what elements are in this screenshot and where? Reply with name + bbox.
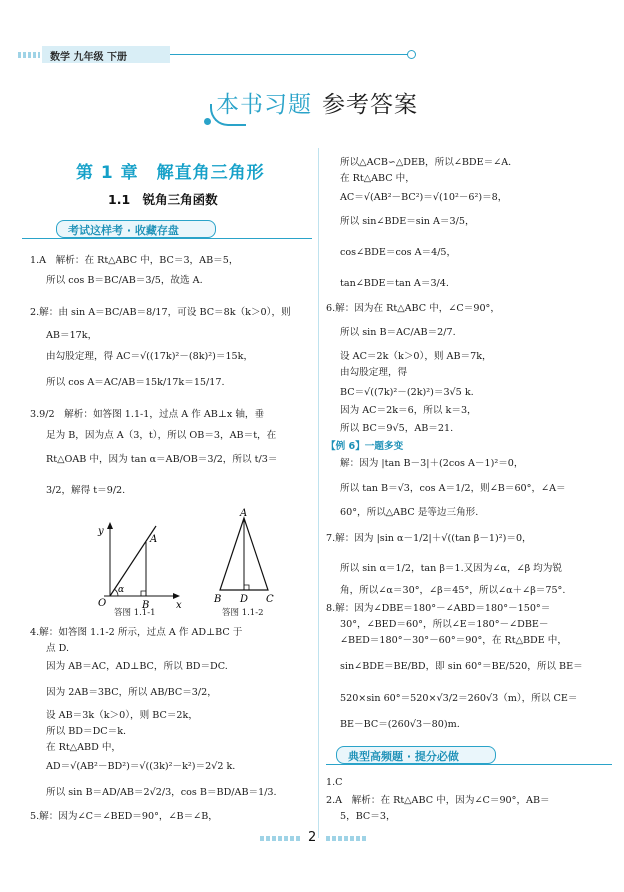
label-y: y (98, 526, 104, 537)
left-line: 所以 cos A＝AC/AB＝15k/17k＝15/17. (46, 377, 225, 388)
right-line: 6.解：因为在 Rt△ABC 中，∠C＝90°， (326, 303, 500, 314)
figure-1-1 (90, 516, 190, 618)
label-a: A (240, 508, 248, 519)
header-bar (0, 46, 624, 64)
x-axis-arrow-icon (173, 593, 180, 599)
left-line: 3/2，解得 t＝9/2. (46, 485, 126, 496)
right-line: 8.解：因为∠DBE＝180°－∠ABD＝180°－150°＝ (326, 603, 551, 614)
right-line: 所以 BC＝9√5，AB＝21. (340, 423, 454, 434)
title-main: 参考答案 (322, 92, 418, 118)
page-title (210, 84, 440, 124)
right-line: sin∠BDE＝BE/BD，即 sin 60°＝BE/520，所以 BE＝ (340, 661, 583, 672)
right-line: cos∠BDE＝cos A＝4/5， (340, 247, 457, 258)
label-o: O (98, 598, 107, 609)
label-d: D (240, 594, 249, 605)
footer-dots-right (326, 836, 366, 841)
right-line: BE－BC＝(260√3－80)m. (340, 719, 460, 730)
right-line: 1.C (326, 777, 343, 788)
figure-1-2-caption: 答图 1.1-2 (222, 608, 264, 618)
figure-1-1-caption: 答图 1.1-1 (114, 608, 156, 618)
right-line: 所以 sin B＝AC/AB＝2/7. (340, 327, 456, 338)
label-b: B (214, 594, 222, 605)
header-book-label: 数学 九年级 下册 (50, 52, 127, 63)
right-line: 解：因为 |tan B－3|＋(2cos A－1)²＝0， (340, 458, 524, 469)
banner-exam (22, 218, 312, 240)
header-dots (18, 52, 40, 58)
chapter-title: 第 1 章 解直角三角形 (76, 163, 265, 183)
label-x: x (176, 600, 182, 611)
right-line: tan∠BDE＝tan A＝3/4. (340, 278, 449, 289)
left-line: 3.9/2 解析：如答图 1.1-1，过点 A 作 AB⊥x 轴，垂 (30, 409, 265, 420)
left-line: 2.解：由 sin A＝BC/AB＝8/17，可设 BC＝8k（k＞0），则 (30, 307, 291, 318)
right-line: 520×sin 60°＝520×√3/2＝260√3（m），所以 CE＝ (340, 693, 578, 704)
left-line: 因为 2AB＝3BC，所以 AB/BC＝3/2， (46, 687, 217, 698)
right-line: 由勾股定理，得 (340, 367, 408, 378)
right-line: 所以 sin α＝1/2，tan β＝1.又因为∠α，∠β 均为锐 (340, 563, 562, 574)
right-angle-mark (141, 591, 146, 596)
right-line: 设 AC＝2k（k＞0），则 AB＝7k， (340, 351, 492, 362)
left-line: 在 Rt△ABD 中， (46, 742, 122, 753)
right-line: 所以△ACB∽△DEB，所以∠BDE＝∠A. (340, 157, 512, 168)
right-line: 所以 sin∠BDE＝sin A＝3/5， (340, 216, 475, 227)
left-line: 所以 BD＝DC＝k. (46, 726, 127, 737)
page-number: 2 (308, 830, 317, 845)
right-line: AC＝√(AB²－BC²)＝√(10²－6²)＝8， (340, 192, 508, 203)
footer-dots-left (260, 836, 300, 841)
right-line: ∠BED＝180°－30°－60°＝90°，在 Rt△BDE 中， (340, 635, 567, 646)
left-line: Rt△OAB 中，因为 tan α＝AB/OB＝3/2，所以 t/3＝ (46, 454, 278, 465)
banner-typical-label: 典型高频题 · 提分必做 (348, 750, 459, 763)
right-line: 因为 AC＝2k＝6，所以 k＝3， (340, 405, 477, 416)
y-axis-arrow-icon (107, 522, 113, 529)
left-line: 4.解：如答图 1.1-2 所示，过点 A 作 AD⊥BC 于 (30, 627, 243, 638)
banner-typical-rule (326, 764, 612, 765)
left-line: AD＝√(AB²－BD²)＝√((3k)²－k²)＝2√2 k. (46, 761, 236, 772)
right-line: BC＝√((7k)²－(2k)²)＝3√5 k. (340, 387, 474, 398)
right-line: 在 Rt△ABC 中， (340, 173, 415, 184)
label-c: C (266, 594, 274, 605)
right-line: 2.A 解析：在 Rt△ABC 中，因为∠C＝90°，AB＝ (326, 795, 550, 806)
left-line: AB＝17k， (46, 330, 98, 341)
banner-typical (326, 744, 612, 766)
banner-exam-label: 考试这样考 · 收藏存盘 (68, 224, 179, 237)
label-alpha: α (118, 585, 125, 595)
right-line: 60°，所以△ABC 是等边三角形. (340, 507, 479, 518)
left-line: 设 AB＝3k（k＞0），则 BC＝2k， (46, 710, 198, 721)
right-angle-mark (244, 585, 249, 590)
left-line: 点 D. (46, 643, 70, 654)
right-line: 5，BC＝3， (340, 811, 396, 822)
label-b: B (142, 600, 150, 611)
left-line: 所以 sin B＝AD/AB＝2√2/3，cos B＝BD/AB＝1/3. (46, 787, 277, 798)
banner-exam-rule (22, 238, 312, 239)
header-circle-icon (407, 50, 416, 59)
right-line: 所以 tan B＝√3，cos A＝1/2，则∠B＝60°，∠A＝ (340, 483, 566, 494)
title-bullet-icon (204, 118, 211, 125)
left-line: 所以 cos B＝BC/AB＝3/5，故选 A. (46, 275, 203, 286)
label-a: A (150, 534, 158, 545)
header-rule (170, 54, 408, 55)
left-line: 5.解：因为∠C＝∠BED＝90°，∠B＝∠B， (30, 811, 218, 822)
section-title: 1.1 锐角三角函数 (108, 192, 218, 207)
right-line: 角，所以∠α＝30°，∠β＝45°，所以∠α＋∠β＝75°. (340, 585, 566, 596)
figure-1-2 (208, 508, 280, 608)
left-line: 由勾股定理，得 AC＝√((17k)²－(8k)²)＝15k， (46, 351, 254, 362)
right-line: 30°，∠BED＝60°，所以∠E＝180°－∠DBE－ (340, 619, 549, 630)
left-line: 1.A 解析：在 Rt△ABC 中，BC＝3，AB＝5， (30, 255, 239, 266)
left-line: 足为 B，因为点 A（3，t），所以 OB＝3，AB＝t，在 (46, 430, 277, 441)
column-divider (318, 148, 319, 838)
right-line: 7.解：因为 |sin α－1/2|＋√((tan β－1)²)＝0， (326, 533, 532, 544)
left-line: 因为 AB＝AC，AD⊥BC，所以 BD＝DC. (46, 661, 228, 672)
title-accent: 本书习题 (216, 92, 312, 118)
example-tag: 【例 6】一题多变 (326, 441, 404, 452)
